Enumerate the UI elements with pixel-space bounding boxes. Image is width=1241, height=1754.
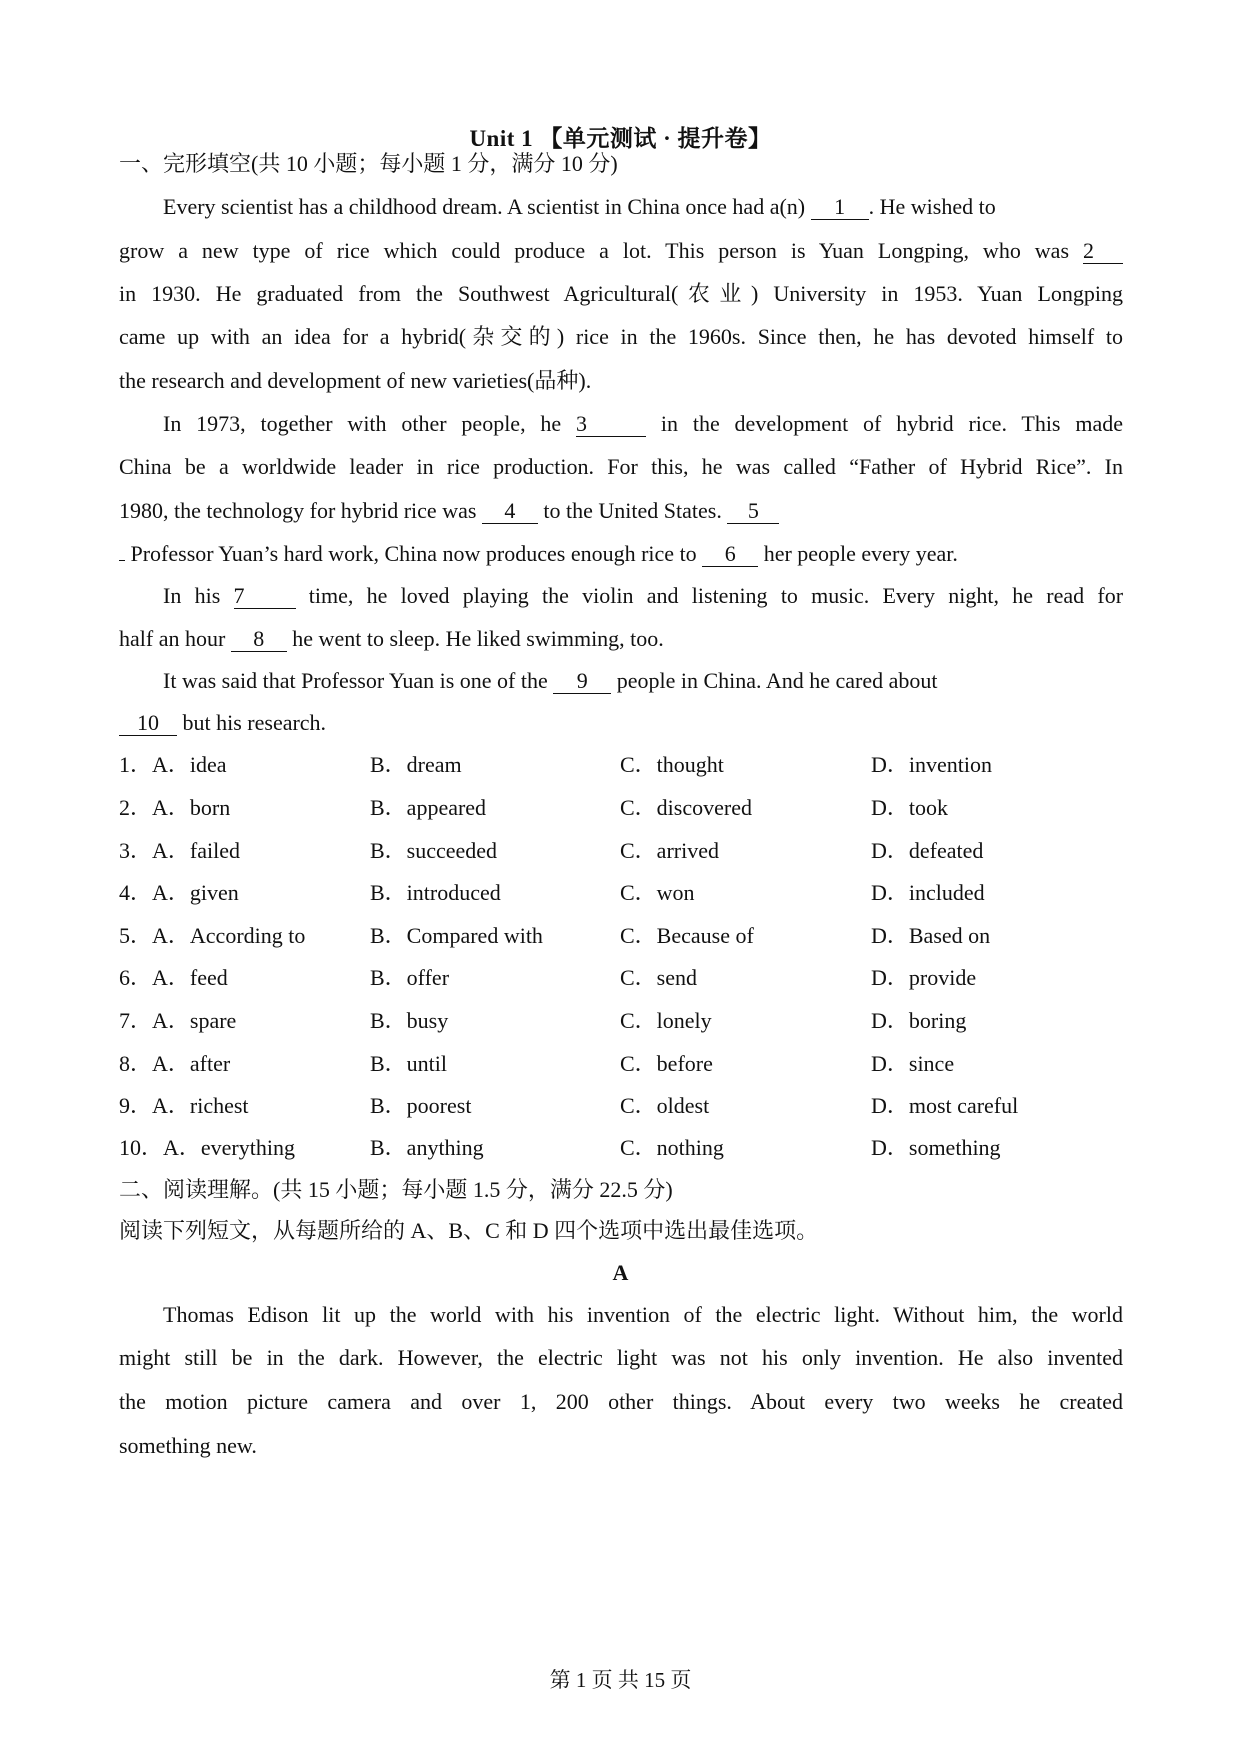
- passage-a-line3: the motion picture camera and over 1, 200 other things. About every two weeks he created: [119, 1389, 1123, 1414]
- option-6-a: 6．A．feed: [119, 965, 228, 990]
- option-3-d: D．defeated: [871, 838, 984, 863]
- option-10-b: B．anything: [370, 1135, 484, 1160]
- blank-3: 3: [576, 412, 646, 437]
- option-5-b: B．Compared with: [370, 923, 543, 948]
- option-10-d: D．something: [871, 1135, 1001, 1160]
- option-2-d: D．took: [871, 795, 949, 820]
- option-5-a: 5．A．According to: [119, 923, 306, 948]
- section2-heading: 二、阅读理解。(共 15 小题；每小题 1.5 分，满分 22.5 分): [119, 1177, 673, 1202]
- cloze-p2-line1: In 1973, together with other people, he 3 in the development of hybrid rice. This made: [163, 411, 1123, 436]
- option-8-b: B．until: [370, 1051, 448, 1076]
- option-9-c: C．oldest: [620, 1093, 710, 1118]
- option-1-c: C．thought: [620, 752, 724, 777]
- cloze-p3-line2: half an hour 8 he went to sleep. He liked swimming, too.: [119, 626, 664, 651]
- option-1-b: B．dream: [370, 752, 462, 777]
- option-10-a: 10．A．everything: [119, 1135, 295, 1160]
- option-5-c: C．Because of: [620, 923, 754, 948]
- blank-1: 1: [811, 195, 869, 220]
- section1-heading: 一、完形填空(共 10 小题；每小题 1 分，满分 10 分): [119, 151, 618, 176]
- option-1-a: 1．A．idea: [119, 752, 227, 777]
- option-row-2: [119, 793, 1123, 823]
- blank-10: 10: [119, 711, 177, 736]
- option-6-c: C．send: [620, 965, 698, 990]
- option-7-a: 7．A．spare: [119, 1008, 237, 1033]
- cloze-p3-line1: In his 7 time, he loved playing the violin and listening to music. Every night, he read for: [163, 583, 1124, 608]
- cloze-p2-line3: 1980, the technology for hybrid rice was 4 to the United States. 5: [119, 496, 779, 526]
- option-8-d: D．since: [871, 1051, 955, 1076]
- option-6-b: B．offer: [370, 965, 450, 990]
- option-row-9: [119, 1091, 1123, 1121]
- blank-8: 8: [231, 627, 287, 652]
- blank-2: 2: [1083, 239, 1123, 264]
- cloze-p1-line4: came up with an idea for a hybrid(杂交的) rice in the 1960s. Since then, he has devoted himself to: [119, 324, 1123, 349]
- option-7-c: C．lonely: [620, 1008, 712, 1033]
- passage-a-line1: Thomas Edison lit up the world with his invention of the electric light. Without him, the world: [163, 1302, 1123, 1327]
- option-row-1: [119, 750, 1123, 780]
- blank-7: 7: [234, 584, 296, 609]
- option-4-d: D．included: [871, 880, 985, 905]
- option-row-4: [119, 878, 1123, 908]
- option-row-5: [119, 921, 1123, 951]
- option-3-a: 3．A．failed: [119, 838, 240, 863]
- blank-9: 9: [553, 669, 611, 694]
- option-2-b: B．appeared: [370, 795, 487, 820]
- option-2-a: 2．A．born: [119, 795, 231, 820]
- page-title: Unit 1 【单元测试 · 提升卷】: [469, 126, 772, 151]
- option-9-a: 9．A．richest: [119, 1093, 249, 1118]
- blank-6: 6: [702, 542, 758, 567]
- option-3-c: C．arrived: [620, 838, 719, 863]
- option-2-c: C．discovered: [620, 795, 752, 820]
- option-9-d: D．most careful: [871, 1093, 1019, 1118]
- blank-5: 5: [727, 499, 779, 524]
- option-row-6: [119, 963, 1123, 993]
- cloze-p2-line4: Professor Yuan’s hard work, China now produces enough rice to 6 her people every year.: [119, 539, 958, 569]
- cloze-p1-line2: grow a new type of rice which could produce a lot. This person is Yuan Longping, who was 2: [119, 236, 1123, 266]
- section2-instruction: 阅读下列短文，从每题所给的 A、B、C 和 D 四个选项中选出最佳选项。: [119, 1218, 819, 1243]
- blank-5-tail: [119, 560, 125, 561]
- option-8-a: 8．A．after: [119, 1051, 231, 1076]
- option-9-b: B．poorest: [370, 1093, 472, 1118]
- option-7-d: D．boring: [871, 1008, 967, 1033]
- cloze-p1-line5: the research and development of new varieties(品种).: [119, 368, 592, 393]
- option-4-c: C．won: [620, 880, 695, 905]
- option-8-c: C．before: [620, 1051, 713, 1076]
- passage-label: A: [612, 1260, 629, 1285]
- page-footer: 第 1 页 共 15 页: [549, 1668, 692, 1692]
- cloze-p4-line1: It was said that Professor Yuan is one of the 9 people in China. And he cared about: [163, 668, 938, 693]
- cloze-p4-line2: 10 but his research.: [119, 708, 326, 738]
- cloze-p1-line1: Every scientist has a childhood dream. A scientist in China once had a(n) 1 . He wished to: [163, 194, 996, 219]
- blank-4: 4: [482, 499, 538, 524]
- cloze-p2-line2: China be a worldwide leader in rice production. For this, he was called “Father of Hybrid Rice”. In: [119, 454, 1123, 479]
- option-4-b: B．introduced: [370, 880, 501, 905]
- option-10-c: C．nothing: [620, 1135, 724, 1160]
- cloze-p1-line3: in 1930. He graduated from the Southwest Agricultural(农业) University in 1953. Yuan Longping: [119, 281, 1123, 306]
- option-7-b: B．busy: [370, 1008, 449, 1033]
- option-3-b: B．succeeded: [370, 838, 498, 863]
- option-row-10: [119, 1133, 1123, 1163]
- option-6-d: D．provide: [871, 965, 977, 990]
- option-1-d: D．invention: [871, 752, 992, 777]
- passage-a-line2: might still be in the dark. However, the electric light was not his only invention. He also invented: [119, 1345, 1123, 1370]
- option-row-8: [119, 1049, 1123, 1079]
- option-row-3: [119, 836, 1123, 866]
- passage-a-line4: something new.: [119, 1433, 257, 1458]
- option-row-7: [119, 1006, 1123, 1036]
- option-4-a: 4．A．given: [119, 880, 239, 905]
- option-5-d: D．Based on: [871, 923, 991, 948]
